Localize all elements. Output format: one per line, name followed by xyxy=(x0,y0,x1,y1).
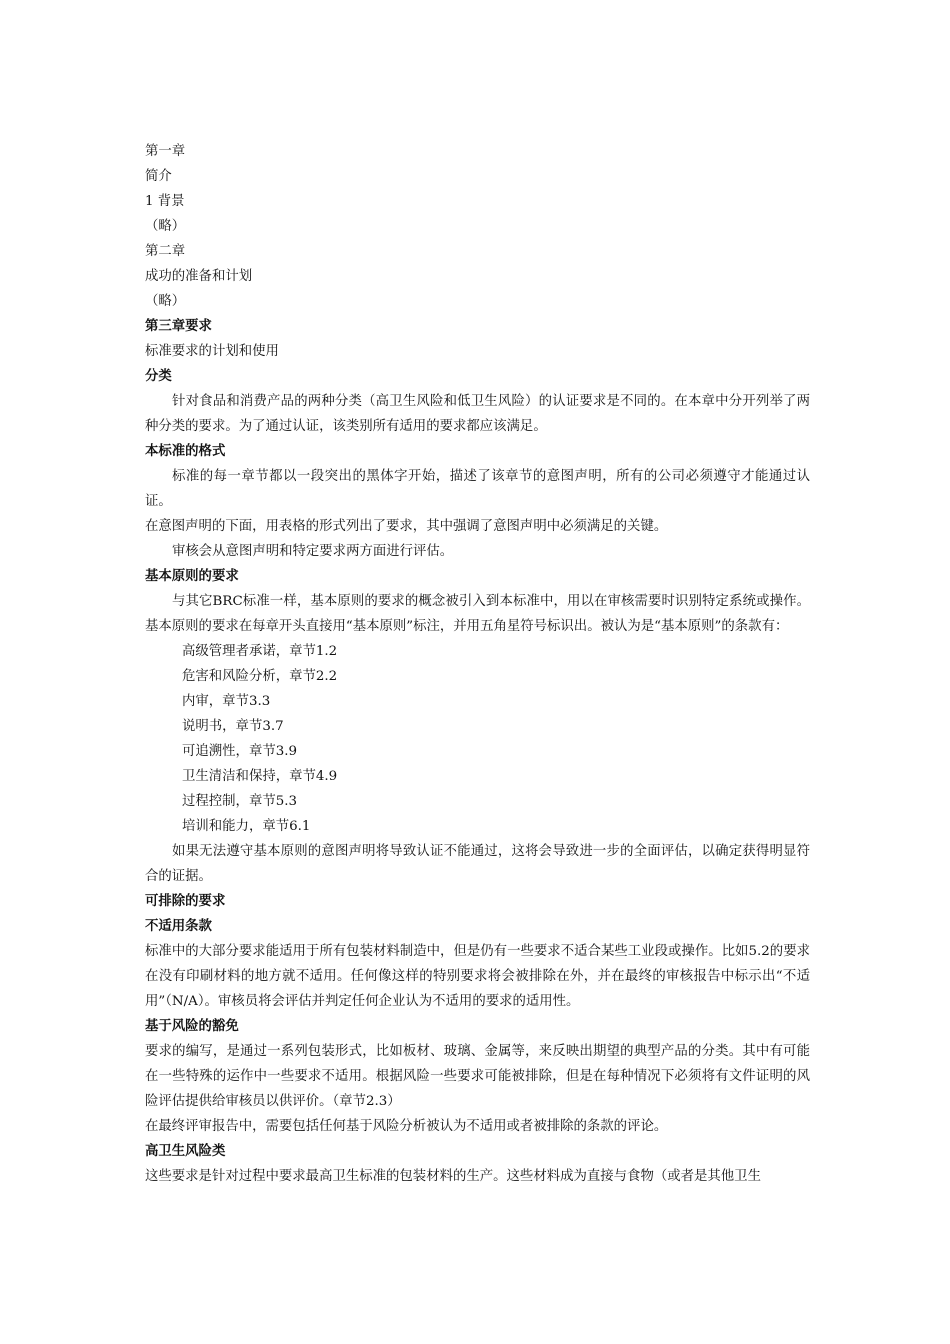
high-hygiene-paragraph: 这些要求是针对过程中要求最高卫生标准的包装材料的生产。这些材料成为直接与食物（或者是其他卫生 xyxy=(145,1169,761,1184)
risk-exemption-paragraph-2: 在最终评审报告中，需要包括任何基于风险分析被认为不适用或者被排除的条款的评论。 xyxy=(145,1119,668,1134)
risk-exemption-paragraph: 要求的编写，是通过一系列包装形式，比如板材、玻璃、金属等，来反映出期望的典型产品的分类。其中有可能在一些特殊的运作中一些要求不适用。根据风险一些要求可能被排除，但是在每种情况下必须将有文件证明的风险评估提供给审核员以供评价。（章节2.3） xyxy=(145,1044,810,1109)
excludable-heading: 可排除的要求 xyxy=(145,894,226,909)
format-paragraph-2: 在意图声明的下面，用表格的形式列出了要求，其中强调了意图声明中必须满足的关键。 xyxy=(145,519,668,534)
list-item: 过程控制，章节5.3 xyxy=(182,794,298,809)
chapter-2-label: 第二章 xyxy=(145,244,186,259)
section-1-heading: 1 背景 xyxy=(145,194,185,209)
list-item: 可追溯性，章节3.9 xyxy=(182,744,298,759)
list-item: 高级管理者承诺，章节1.2 xyxy=(182,644,338,659)
omitted-note: （略） xyxy=(145,219,186,234)
classification-paragraph: 针对食品和消费产品的两种分类（高卫生风险和低卫生风险）的认证要求是不同的。在本章中分开列举了两种分类的要求。为了通过认证，该类别所有适用的要求都应该满足。 xyxy=(145,394,810,434)
fundamental-heading: 基本原则的要求 xyxy=(145,569,239,584)
list-item: 说明书，章节3.7 xyxy=(182,719,284,734)
fundamental-paragraph-2: 如果无法遵守基本原则的意图声明将导致认证不能通过，这将会导致进一步的全面评估，以确定获得明显符合的证据。 xyxy=(145,844,810,884)
chapter-2-title: 成功的准备和计划 xyxy=(145,269,253,284)
format-paragraph-3: 审核会从意图声明和特定要求两方面进行评估。 xyxy=(172,544,454,559)
not-applicable-paragraph: 标准中的大部分要求能适用于所有包装材料制造中，但是仍有一些要求不适合某些工业段或操作。比如5.2的要求在没有印刷材料的地方就不适用。任何像这样的特别要求将会被排除在外，并在最终的审核报告中标示出“不适用”（N/A）。审核员将会评估并判定任何企业认为不适用的要求的适用性。 xyxy=(145,944,810,1009)
format-heading: 本标准的格式 xyxy=(145,444,226,459)
omitted-note: （略） xyxy=(145,294,186,309)
chapter-1-title: 简介 xyxy=(145,169,172,184)
document-page xyxy=(145,139,810,1189)
high-hygiene-heading: 高卫生风险类 xyxy=(145,1144,226,1159)
chapter-3-subtitle: 标准要求的计划和使用 xyxy=(145,344,279,359)
chapter-3-heading: 第三章要求 xyxy=(145,319,212,334)
list-item: 危害和风险分析，章节2.2 xyxy=(182,669,338,684)
format-paragraph: 标准的每一章节都以一段突出的黑体字开始，描述了该章节的意图声明，所有的公司必须遵守才能通过认证。 xyxy=(145,469,810,509)
list-item: 内审，章节3.3 xyxy=(182,694,271,709)
chapter-1-label: 第一章 xyxy=(145,144,186,159)
list-item: 培训和能力，章节6.1 xyxy=(182,819,311,834)
fundamental-paragraph: 与其它BRC标准一样，基本原则的要求的概念被引入到本标准中，用以在审核需要时识别特定系统或操作。基本原则的要求在每章开头直接用“基本原则”标注，并用五角星符号标识出。被认为是“基本原则”的条款有： xyxy=(145,594,810,634)
risk-exemption-heading: 基于风险的豁免 xyxy=(145,1019,239,1034)
list-item: 卫生清洁和保持，章节4.9 xyxy=(182,769,338,784)
not-applicable-heading: 不适用条款 xyxy=(145,919,212,934)
classification-heading: 分类 xyxy=(145,369,172,384)
